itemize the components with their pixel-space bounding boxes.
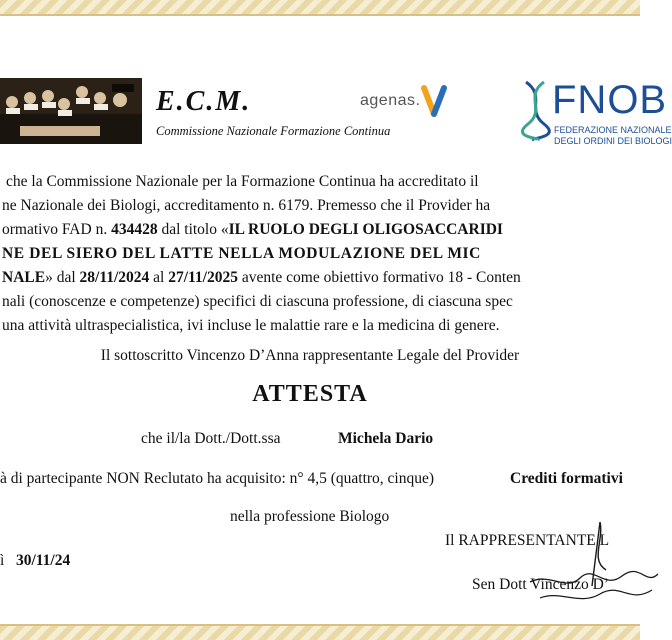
undersigned-statement: Il sottoscritto Vincenzo D’Anna rappresentante Legale del Provider (100, 347, 520, 364)
decorative-border-top (0, 0, 640, 16)
course-title-part1: IL RUOLO DEGLI OLIGOSACCARIDI (228, 221, 503, 238)
premise-line-2: ne Nazionale dei Biologi, accreditamento n. 6179. Premesso che il Provider ha (2, 197, 491, 214)
profession-statement: nella professione Biologo (230, 508, 390, 525)
anatomy-lesson-painting (0, 78, 142, 144)
ecm-subtitle: Commissione Nazionale Formazione Continua (156, 124, 391, 138)
course-title-part2: NE DEL SIERO DEL LATTE NELLA MODULAZIONE DEL MIC (2, 245, 481, 262)
course-title-part3: NALE (2, 269, 46, 286)
handwritten-signature (560, 520, 670, 610)
premise-line-1: che la Commissione Nazionale per la Formazione Continua ha accreditato il (6, 173, 479, 190)
date-to: 27/11/2025 (168, 269, 238, 286)
premise-line-7: una attività ultraspecialistica, ivi incluse le malattie rare e la medicina di genere. (2, 317, 500, 334)
attesta-heading: ATTESTA (252, 381, 368, 407)
fnob-desc-line1: FEDERAZIONE NAZIONALE (554, 125, 672, 135)
date-label: ì (0, 552, 5, 569)
date-from: 28/11/2024 (79, 269, 150, 286)
agenas-mark-icon (420, 86, 448, 116)
ecm-title: E.C.M. (156, 86, 252, 117)
agenas-logo-text: agenas. (360, 92, 421, 109)
premise-paragraph (0, 170, 640, 338)
decorative-border-bottom (0, 624, 640, 640)
credits-statement: à di partecipante NON Reclutato ha acquisito: n° 4,5 (quattro, cinque) (0, 470, 435, 487)
fnob-desc-line2: DEGLI ORDINI DEI BIOLOGI (554, 136, 672, 146)
event-number: 434428 (111, 221, 158, 238)
premise-line-3: ormativo FAD n. 434428 dal titolo «IL RUOLO DEGLI OLIGOSACCARIDI (2, 221, 503, 238)
dna-helix-icon (522, 80, 550, 142)
issue-date: 30/11/24 (15, 552, 71, 569)
credits-label: Crediti formativi (510, 470, 623, 487)
premise-line-5: NALE» dal 28/11/2024 al 27/11/2025 avente come obiettivo formativo 18 - Conten (2, 269, 521, 286)
premise-line-6: nali (conoscenze e competenze) specifici di ciascuna professione, di ciascuna spec (2, 293, 513, 310)
issue-date-row (0, 552, 70, 570)
fnob-description (554, 125, 672, 147)
fnob-logo (522, 78, 672, 148)
fnob-logo-text: FNOB (552, 78, 668, 122)
representative-name: Sen Dott Vincenzo D’ (472, 576, 609, 593)
recipient-label: che il/la Dott./Dott.ssa (141, 430, 281, 447)
representative-title: Il RAPPRESENTANTE L (445, 532, 610, 549)
agenas-logo (360, 86, 448, 116)
recipient-name: Michela Dario (338, 430, 434, 447)
